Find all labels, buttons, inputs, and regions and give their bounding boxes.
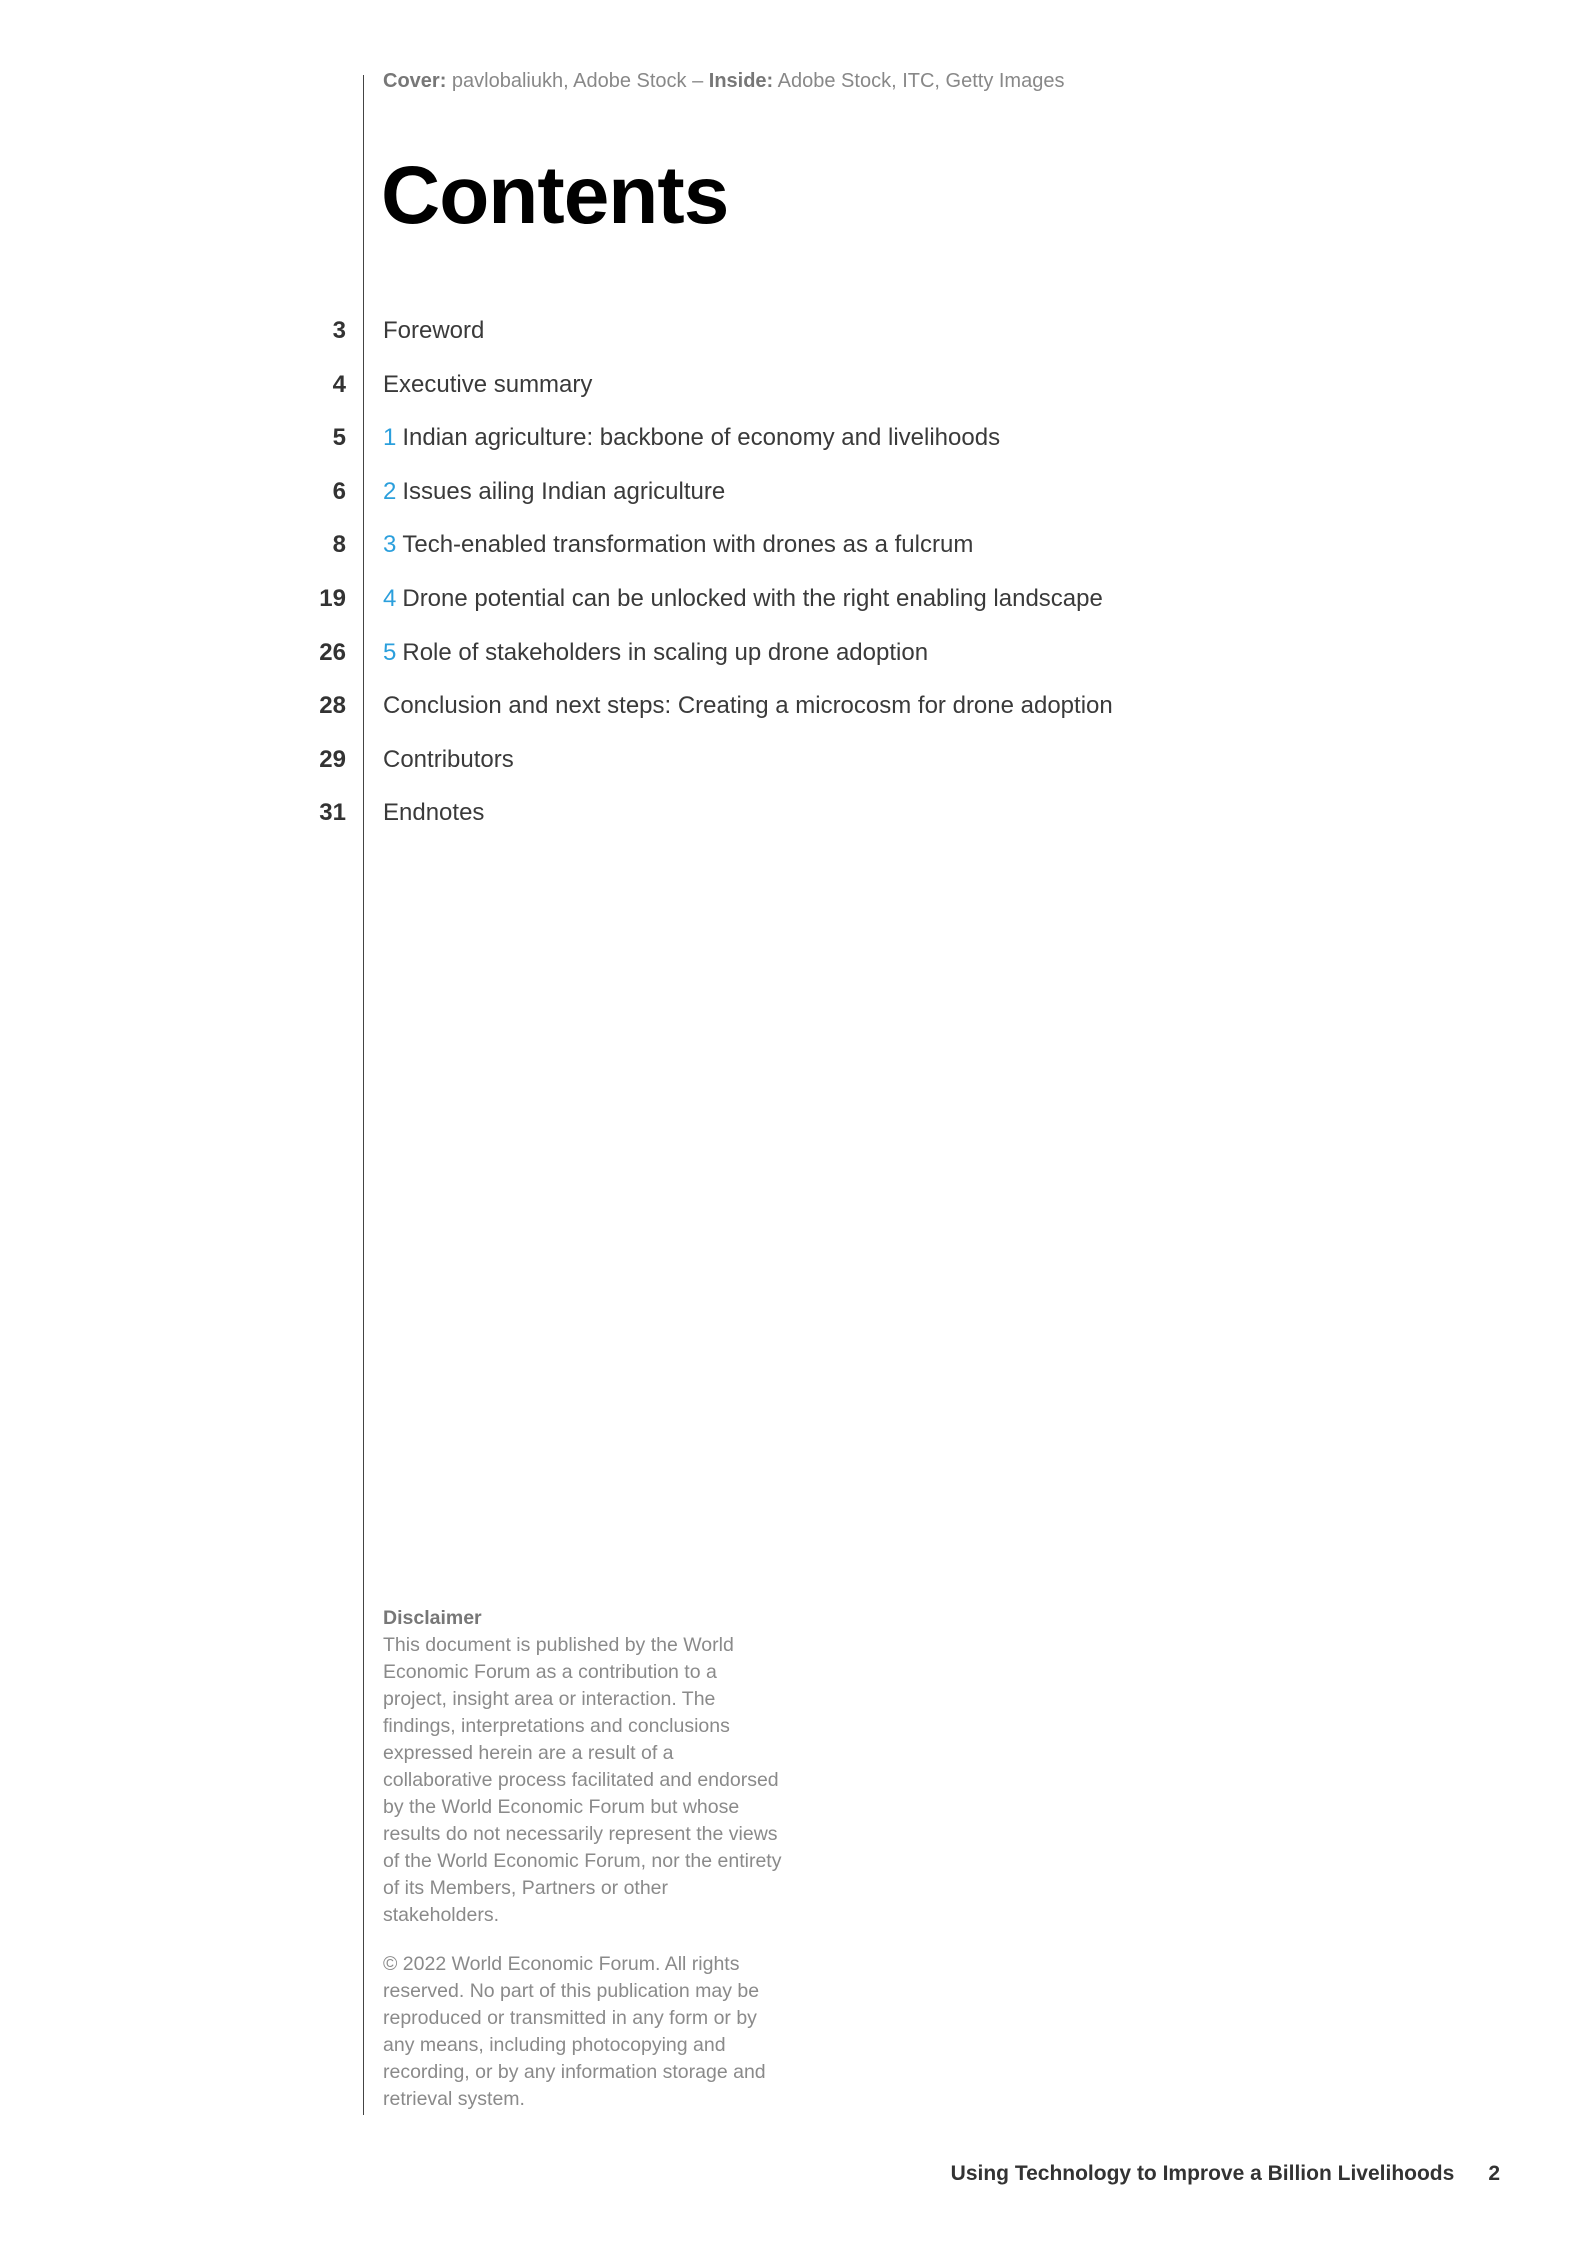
toc-entry-text bbox=[383, 367, 592, 403]
toc-entry-label: Tech-enabled transformation with drones as a fulcrum bbox=[402, 531, 974, 559]
cover-credit-label: Cover: bbox=[383, 70, 447, 92]
disclaimer-body: This document is published by the World Economic Forum as a contribution to a project, insight area or interaction. The findings, interpretations and conclusions expressed herein are a result of a collaborative process facilitated and endorsed by the World Economic Forum but whose results do not necessarily represent the views of the World Economic Forum, nor the entirety of its Members, Partners or other stakeholders. bbox=[383, 1634, 782, 1926]
toc-item-chapter-3[interactable] bbox=[0, 527, 1586, 581]
toc-entry-label: Executive summary bbox=[383, 370, 593, 398]
toc-entry-text bbox=[383, 527, 973, 563]
copyright-notice: © 2022 World Economic Forum. All rights reserved. No part of this publication may be reproduced or transmitted in any form or by any means, including photocopying and recording, or by any information storage and retrieval system. bbox=[383, 1953, 766, 2110]
toc-entry-label: Indian agriculture: backbone of economy and livelihoods bbox=[402, 424, 1001, 452]
toc-page-number: 29 bbox=[319, 745, 346, 773]
toc-chapter-number: 2 bbox=[383, 477, 397, 505]
toc-page-number: 28 bbox=[319, 692, 346, 720]
toc-entry-label: Role of stakeholders in scaling up drone adoption bbox=[402, 638, 929, 666]
toc-entry-text bbox=[383, 313, 484, 349]
page-footer bbox=[0, 2162, 1500, 2186]
toc-entry-text bbox=[383, 635, 928, 671]
toc-entry-text bbox=[383, 581, 1103, 617]
toc-entry-label: Drone potential can be unlocked with the right enabling landscape bbox=[402, 584, 1103, 612]
toc-item-chapter-2[interactable] bbox=[0, 474, 1586, 528]
toc-item-chapter-5[interactable] bbox=[0, 635, 1586, 689]
toc-item-chapter-4[interactable] bbox=[0, 581, 1586, 635]
toc-entry-text bbox=[383, 795, 484, 831]
toc-entry-text bbox=[383, 474, 725, 510]
toc-item-endnotes[interactable] bbox=[0, 795, 1586, 849]
toc-page-number: 26 bbox=[319, 638, 346, 666]
disclaimer-block bbox=[383, 1605, 783, 2113]
toc-item-conclusion[interactable] bbox=[0, 688, 1586, 742]
toc-entry-label: Contributors bbox=[383, 745, 514, 773]
toc-chapter-number: 5 bbox=[383, 638, 397, 666]
toc-chapter-number: 3 bbox=[383, 531, 397, 559]
toc-page-number: 4 bbox=[332, 370, 346, 398]
toc-page-number: 31 bbox=[319, 799, 346, 827]
toc-page-number: 8 bbox=[332, 531, 346, 559]
toc-item-contributors[interactable] bbox=[0, 742, 1586, 796]
toc-entry-label: Issues ailing Indian agriculture bbox=[402, 477, 726, 505]
toc-page-number: 19 bbox=[319, 584, 346, 612]
toc-entry-label: Conclusion and next steps: Creating a microcosm for drone adoption bbox=[383, 692, 1113, 720]
footer-page-number: 2 bbox=[1488, 2162, 1500, 2185]
toc-entry-label: Foreword bbox=[383, 317, 485, 344]
cover-credit-value: pavlobaliukh, Adobe Stock – bbox=[446, 70, 709, 92]
toc-chapter-number: 1 bbox=[383, 424, 397, 452]
toc-page-number: 3 bbox=[332, 317, 346, 344]
toc-item-executive-summary[interactable] bbox=[0, 367, 1586, 421]
toc-item-foreword[interactable] bbox=[0, 313, 1586, 367]
footer-publication-title: Using Technology to Improve a Billion Livelihoods bbox=[950, 2162, 1455, 2185]
toc-entry-label: Endnotes bbox=[383, 799, 485, 827]
disclaimer-heading: Disclaimer bbox=[383, 1607, 482, 1629]
toc-entry-text bbox=[383, 688, 1113, 724]
photo-credits bbox=[383, 70, 1064, 93]
toc-entry-text bbox=[383, 742, 514, 778]
toc-entry-text bbox=[383, 420, 1000, 456]
table-of-contents bbox=[0, 313, 1586, 849]
inside-credit-label: Inside: bbox=[708, 70, 774, 92]
inside-credit-value: Adobe Stock, ITC, Getty Images bbox=[773, 70, 1065, 92]
toc-chapter-number: 4 bbox=[383, 584, 397, 612]
page-title: Contents bbox=[381, 150, 729, 241]
toc-page-number: 5 bbox=[332, 424, 346, 452]
toc-page-number: 6 bbox=[332, 477, 346, 505]
toc-item-chapter-1[interactable] bbox=[0, 420, 1586, 474]
